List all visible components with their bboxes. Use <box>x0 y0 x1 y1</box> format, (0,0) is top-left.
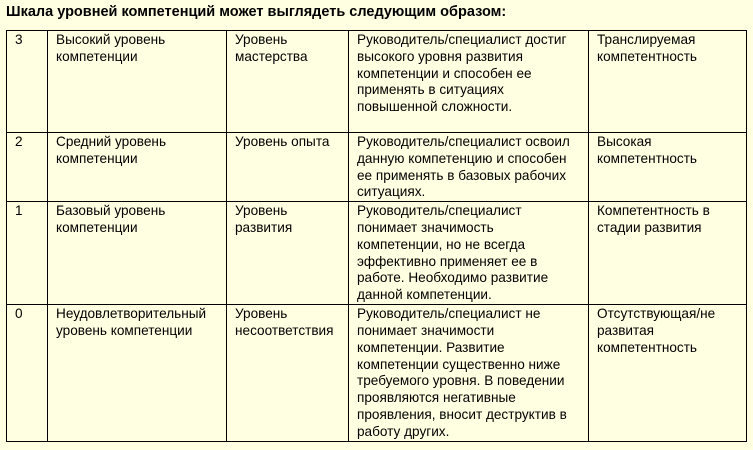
level-cell: Базовый уровень компетенции <box>48 202 227 305</box>
status-cell: Транслируемая компетентность <box>589 31 747 133</box>
stage-cell: Уровень опыта <box>227 133 349 202</box>
score-cell: 0 <box>7 305 48 442</box>
level-cell: Средний уровень компетенции <box>48 133 227 202</box>
table-row <box>7 31 747 133</box>
stage-cell: Уровень несоответствия <box>227 305 349 442</box>
stage-cell: Уровень развития <box>227 202 349 305</box>
competency-scale-table <box>6 30 747 442</box>
stage-cell: Уровень мастерства <box>227 31 349 133</box>
status-cell: Компетентность в стадии развития <box>589 202 747 305</box>
description-cell: Руководитель/специалист не понимает значимости компетенции. Развитие компетенции существенно ниже требуемого уровня. В поведении проявляются негативные проявления, вносит деструктив в работу других. <box>349 305 589 442</box>
page-heading: Шкала уровней компетенций может выглядеть следующим образом: <box>6 4 507 20</box>
level-cell: Неудовлетворительный уровень компетенции <box>48 305 227 442</box>
status-cell: Высокая компетентность <box>589 133 747 202</box>
description-cell: Руководитель/специалист освоил данную компетенцию и способен ее применять в базовых рабочих ситуациях. <box>349 133 589 202</box>
score-cell: 3 <box>7 31 48 133</box>
description-cell: Руководитель/специалист достиг высокого уровня развития компетенции и способен ее применять в ситуациях повышенной сложности. <box>349 31 589 133</box>
table-row <box>7 305 747 442</box>
score-cell: 1 <box>7 202 48 305</box>
score-cell: 2 <box>7 133 48 202</box>
level-cell: Высокий уровень компетенции <box>48 31 227 133</box>
description-cell: Руководитель/специалист понимает значимость компетенции, но не всегда эффективно применяет ее в работе. Необходимо развитие данной компетенции. <box>349 202 589 305</box>
table-row <box>7 202 747 305</box>
status-cell: Отсутствующая/не развитая компетентность <box>589 305 747 442</box>
table-row <box>7 133 747 202</box>
